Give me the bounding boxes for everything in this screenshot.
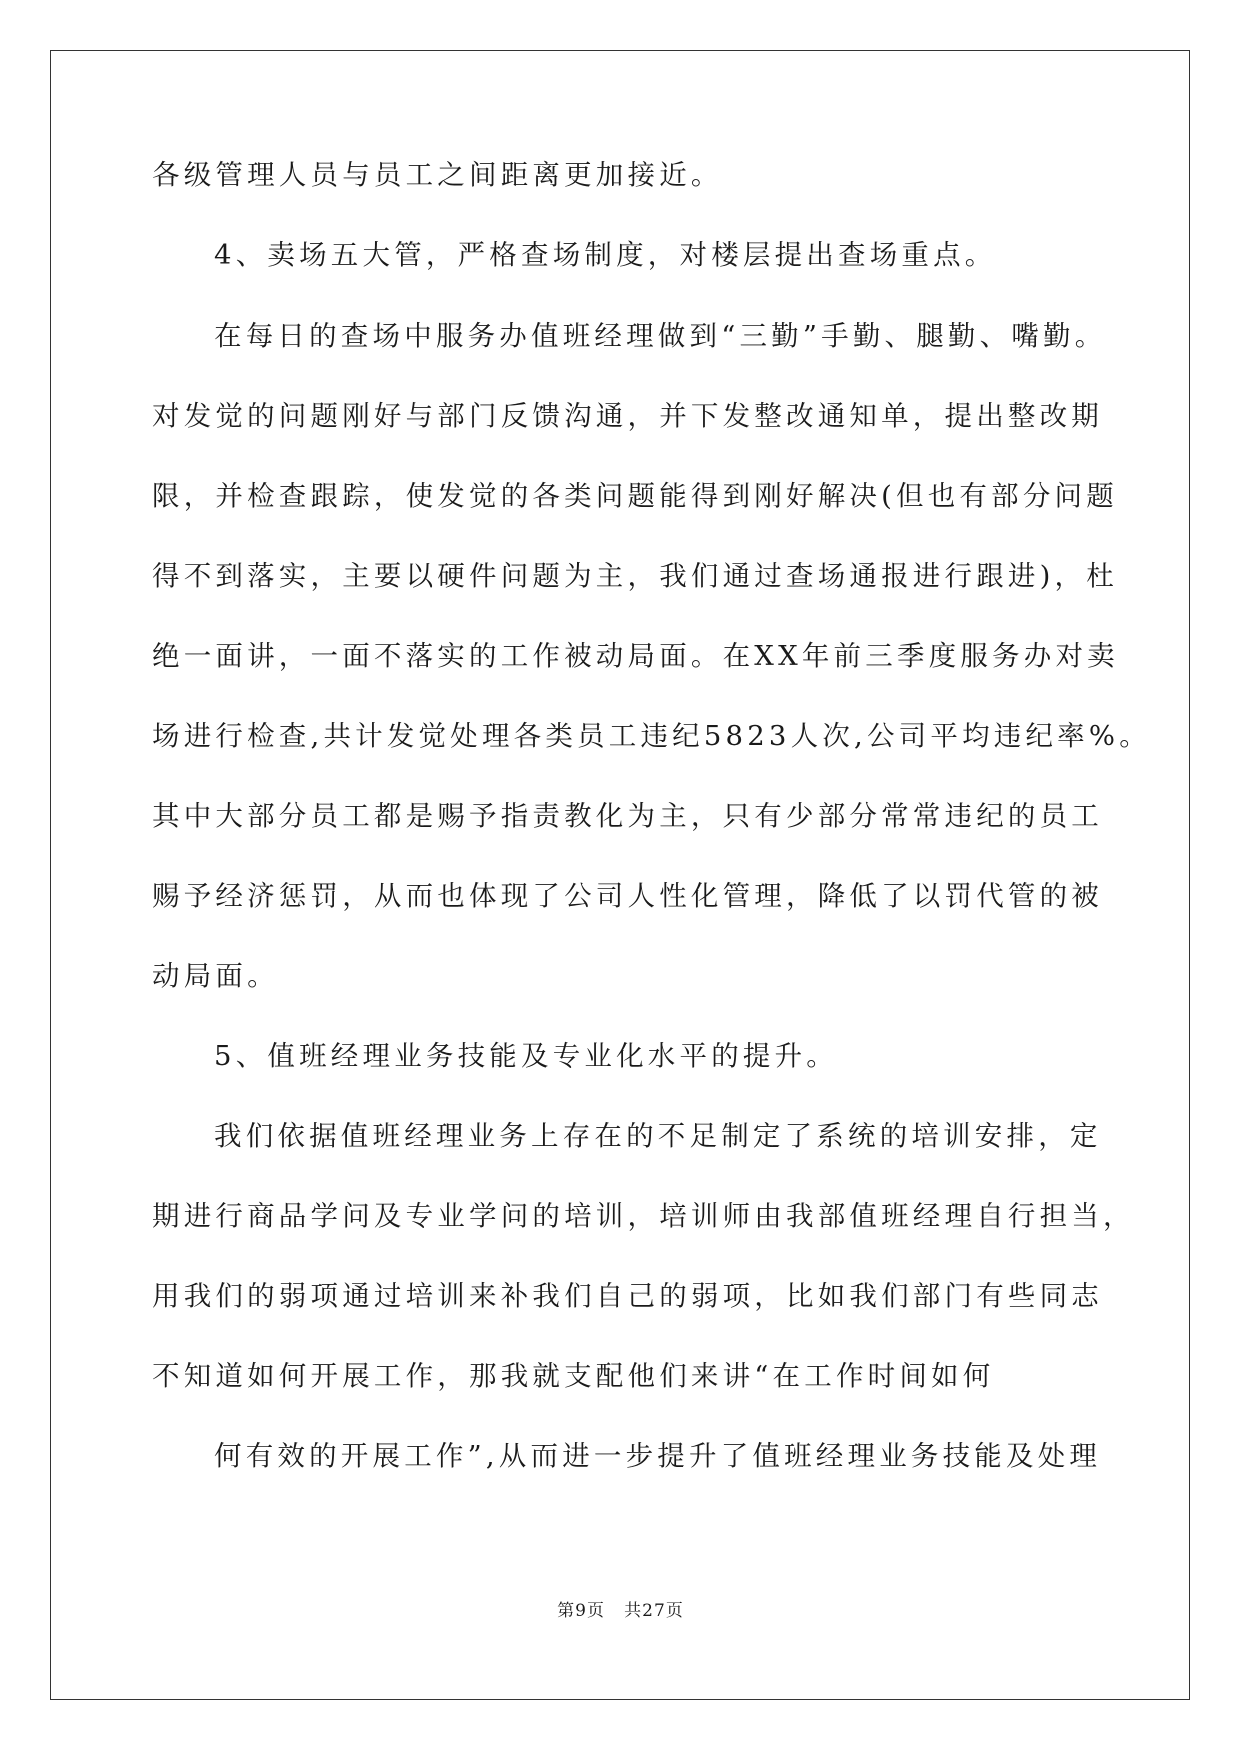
body-line: 场进行检查,共计发觉处理各类员工违纪5823人次,公司平均违纪率%。 <box>152 720 1151 752</box>
body-line: 其中大部分员工都是赐予指责教化为主，只有少部分常常违纪的员工 <box>152 800 1103 832</box>
body-line: 得不到落实，主要以硬件问题为主，我们通过查场通报进行跟进)，杜 <box>152 560 1118 592</box>
paragraph-first-line: 何有效的开展工作”,从而进一步提升了值班经理业务技能及处理 <box>214 1440 1102 1472</box>
body-line: 用我们的弱项通过培训来补我们自己的弱项，比如我们部门有些同志 <box>152 1280 1103 1312</box>
body-line: 限，并检查跟踪，使发觉的各类问题能得到刚好解决(但也有部分问题 <box>152 480 1118 512</box>
section-heading: 5、值班经理业务技能及专业化水平的提升。 <box>214 1040 838 1072</box>
paragraph-first-line: 在每日的查场中服务办值班经理做到“三勤”手勤、腿勤、嘴勤。 <box>214 320 1107 352</box>
body-line: 动局面。 <box>152 960 279 992</box>
body-line: 对发觉的问题刚好与部门反馈沟通，并下发整改通知单，提出整改期 <box>152 400 1103 432</box>
paragraph-first-line: 我们依据值班经理业务上存在的不足制定了系统的培训安排，定 <box>214 1120 1102 1152</box>
body-line: 不知道如何开展工作，那我就支配他们来讲“在工作时间如何 <box>152 1360 995 1392</box>
body-line: 期进行商品学问及专业学问的培训，培训师由我部值班经理自行担当， <box>152 1200 1135 1232</box>
body-line: 绝一面讲，一面不落实的工作被动局面。在XX年前三季度服务办对卖 <box>152 640 1119 672</box>
body-line: 各级管理人员与员工之间距离更加接近。 <box>152 159 723 191</box>
body-line: 赐予经济惩罚，从而也体现了公司人性化管理，降低了以罚代管的被 <box>152 880 1103 912</box>
section-heading: 4、卖场五大管，严格查场制度，对楼层提出查场重点。 <box>214 239 997 271</box>
page-number-footer: 第9页 共27页 <box>557 1601 684 1621</box>
